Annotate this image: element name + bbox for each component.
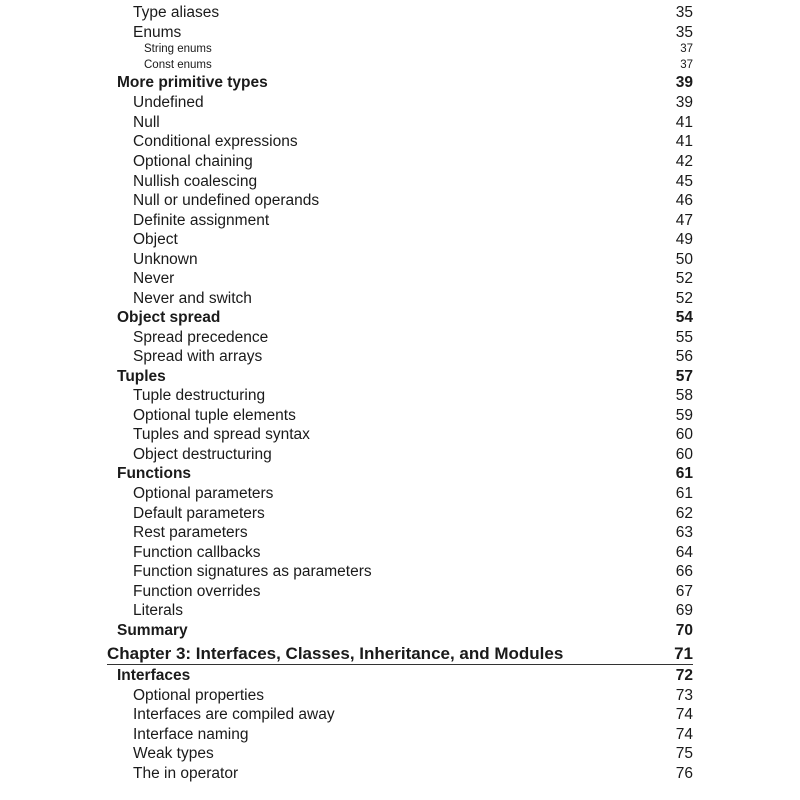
toc-entry-page: 58 [675, 387, 693, 404]
toc-entry-title: Nullish coalescing [133, 173, 258, 190]
toc-entry-page: 63 [675, 524, 693, 541]
toc-entry-title: Rest parameters [133, 524, 248, 541]
toc-entry-page: 61 [675, 485, 693, 502]
toc-entry-page: 75 [675, 745, 693, 762]
toc-entry-title: Literals [133, 602, 183, 619]
toc-entry-page: 59 [675, 407, 693, 424]
toc-entry-page: 52 [675, 270, 693, 287]
toc-entry-title: Optional tuple elements [133, 407, 296, 424]
toc-entry-page: 50 [675, 251, 693, 268]
toc-entry-page: 37 [680, 59, 693, 71]
toc-entry-page: 60 [675, 426, 693, 443]
toc-entry-page: 46 [675, 192, 693, 209]
toc-entry-title: Never [133, 270, 175, 287]
toc-entry-page: 35 [675, 24, 693, 41]
toc-entry-page: 69 [675, 602, 693, 619]
toc-entry-title: Object spread [117, 309, 221, 326]
toc-entry-title: Summary [117, 622, 188, 639]
toc-entry-title: Type aliases [133, 4, 220, 21]
toc-entry-page: 35 [675, 4, 693, 21]
toc-entry-page: 64 [675, 544, 693, 561]
toc-entry-page: 49 [675, 231, 693, 248]
toc-entry-page: 62 [675, 505, 693, 522]
toc-entry-page: 66 [675, 563, 693, 580]
toc-entry-title: Functions [117, 465, 192, 482]
toc-entry-page: 67 [675, 583, 693, 600]
toc-entry-title: Optional chaining [133, 153, 253, 170]
chapter-divider [107, 664, 693, 665]
toc-entry-title: Tuples and spread syntax [133, 426, 310, 443]
toc-entry-title: Tuple destructuring [133, 387, 266, 404]
toc-entry-title: Spread precedence [133, 329, 269, 346]
toc-entry-title: Const enums [144, 59, 212, 71]
toc-entry-title: Undefined [133, 94, 204, 111]
toc-entry-title: Object [133, 231, 178, 248]
toc-entry-page: 42 [675, 153, 693, 170]
toc-entry-page: 54 [675, 309, 693, 326]
toc-entry-title: Function callbacks [133, 544, 261, 561]
toc-entry-page: 61 [675, 465, 693, 482]
toc-entry-page: 74 [675, 726, 693, 743]
toc-entry-page: 41 [675, 133, 693, 150]
toc-entry-title: Optional properties [133, 687, 264, 704]
toc-entry-title: Interface naming [133, 726, 249, 743]
toc-entry-title: String enums [144, 43, 212, 55]
toc-entry-page: 39 [675, 74, 693, 91]
toc-entry-page: 76 [675, 765, 693, 782]
toc-entry-title: Interfaces are compiled away [133, 706, 335, 723]
toc-entry-title: Interfaces [117, 667, 191, 684]
toc-entry-title: Tuples [117, 368, 166, 385]
toc-entry-title: Null or undefined operands [133, 192, 320, 209]
toc-entry-title: Conditional expressions [133, 133, 298, 150]
toc-entry-title: Definite assignment [133, 212, 270, 229]
toc-entry-page: 71 [674, 644, 693, 663]
toc-entry-page: 45 [675, 173, 693, 190]
toc-entry-title: Object destructuring [133, 446, 272, 463]
toc-entry-title: The in operator [133, 765, 239, 782]
toc-entry-title: Weak types [133, 745, 214, 762]
toc-entry-title: Default parameters [133, 505, 265, 522]
toc-entry-page: 73 [675, 687, 693, 704]
toc-entry-page: 52 [675, 290, 693, 307]
toc-entry-page: 37 [680, 43, 693, 55]
toc-entry-title: Never and switch [133, 290, 252, 307]
toc-entry-page: 70 [675, 622, 693, 639]
toc-entry-page: 41 [675, 114, 693, 131]
toc-entry-title: Null [133, 114, 160, 131]
toc-entry-page: 55 [675, 329, 693, 346]
toc-entry-title: Spread with arrays [133, 348, 263, 365]
toc-entry-title: Enums [133, 24, 182, 41]
toc-entry-title: Optional parameters [133, 485, 274, 502]
toc-entry-title: Function overrides [133, 583, 261, 600]
toc-entry-page: 39 [675, 94, 693, 111]
toc-entry-title: Chapter 3: Interfaces, Classes, Inheritance, and Modules [107, 644, 564, 663]
toc-entry-title: Unknown [133, 251, 198, 268]
toc-entry-title: Function signatures as parameters [133, 563, 372, 580]
toc-entry-page: 60 [675, 446, 693, 463]
toc-entry-page: 47 [675, 212, 693, 229]
toc-entry-page: 72 [675, 667, 693, 684]
toc-entry-page: 74 [675, 706, 693, 723]
toc-entry-page: 56 [675, 348, 693, 365]
toc-entry-title: More primitive types [117, 74, 268, 91]
toc-entry-page: 57 [675, 368, 693, 385]
